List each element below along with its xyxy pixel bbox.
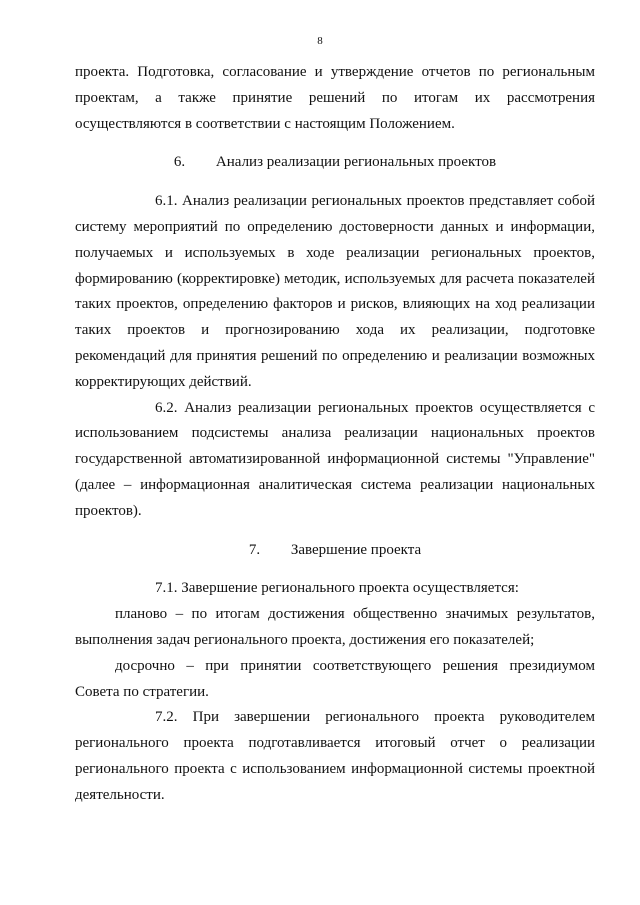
section-7-title: Завершение проекта [290,541,422,558]
clause-7-2-text: При завершении регионального проекта руководителем регионального проекта подготавливается итоговый отчет о реализации регионального проекта с использованием информационной системы проектной деятельности. [75,709,595,803]
section-6-number: 6. [173,154,186,171]
section-6-heading [75,150,595,176]
clause-7-2 [75,705,595,808]
section-7-heading [75,538,595,564]
document-body [75,60,595,809]
clause-6-1-text: Анализ реализации региональных проектов представляет собой систему мероприятий по определению достоверности данных и информации, получаемых и используемых в ходе реализации региональных проектов, формированию (корректировке) методик, используемых для расчета показателей таких проектов, определению факторов и рисков, влияющих на ход реализации таких проектов и прогнозированию хода их реализации, подготовке рекомендаций для принятия решений по определению и реализации возможных корректирующих действий. [75,193,595,390]
page-number: 8 [317,35,323,47]
section-7-number: 7. [248,541,261,558]
clause-7-1-number: 7.1. [155,580,178,597]
clause-6-2-text: Анализ реализации региональных проектов осуществляется с использованием подсистемы анализа реализации национальных проектов государственной автоматизированной информационной системы "Управление" (далее – информационная аналитическая система реализации национальных проектов). [75,399,595,519]
clause-6-2 [75,396,595,525]
clause-6-1 [75,189,595,395]
clause-7-1 [75,576,595,602]
clause-6-2-number: 6.2. [155,399,178,416]
item-early: досрочно – при принятии соответствующего решения президиумом Совета по стратегии. [75,657,595,700]
section-6-title: Анализ реализации региональных проектов [215,154,497,171]
item-planned: планово – по итогам достижения общественно значимых результатов, выполнения задач регионального проекта, достижения его показателей; [75,606,595,648]
clause-7-1-text: Завершение регионального проекта осуществляется: [181,580,519,597]
clause-7-2-number: 7.2. [155,709,178,726]
intro-paragraph: проекта. Подготовка, согласование и утверждение отчетов по региональным проектам, а также принятие решений по итогам их рассмотрения осуществляются в соответствии с настоящим Положением. [75,64,595,132]
clause-6-1-number: 6.1. [155,193,178,210]
